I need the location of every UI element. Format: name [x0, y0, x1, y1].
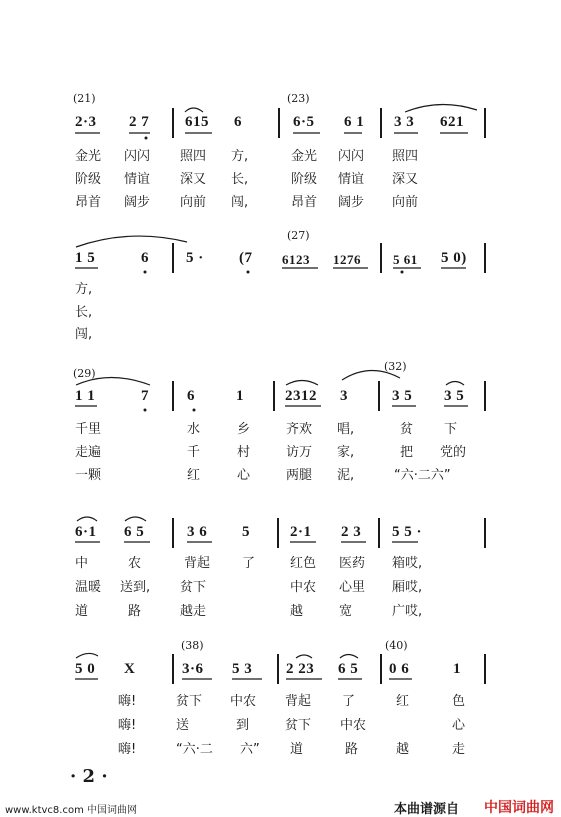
lyric: 党的: [440, 445, 467, 460]
note-group: 5 3: [232, 661, 253, 677]
lyric: 走遍: [75, 445, 102, 460]
lyric: 长,: [75, 305, 93, 320]
footer-site-left: www.ktvc8.com 中国词曲网: [5, 805, 138, 816]
bar-line: [378, 518, 380, 548]
lyric: 了: [242, 556, 256, 571]
lyric: 广哎,: [392, 604, 423, 619]
bar-line: [378, 381, 380, 411]
lyric: 背起: [285, 694, 312, 709]
lyric: 心里: [339, 580, 366, 595]
lyric: 泥,: [337, 468, 355, 483]
note-group: 2 23: [286, 661, 315, 677]
note-group: 5 61: [393, 252, 418, 267]
note-group: X: [124, 661, 136, 677]
note-group: 2312: [285, 388, 317, 404]
bar-line: [172, 108, 174, 138]
lyric: “六·二: [176, 742, 213, 757]
note-group: 2 7: [129, 114, 150, 130]
lyric: 千: [187, 445, 201, 460]
lyric: 照四: [180, 149, 207, 164]
page-number: · 2 ·: [70, 766, 108, 787]
lyric: 齐欢: [286, 422, 313, 437]
note-group: 6 5: [338, 661, 359, 677]
note-group: 6 5: [124, 524, 145, 540]
bar-line: [484, 518, 486, 548]
note-group: 5 0: [75, 661, 96, 677]
note-group: 6 1: [344, 114, 365, 130]
lyric: 嗨!: [118, 718, 137, 733]
lyric: 心: [237, 468, 251, 483]
lyric: 闪闪: [124, 149, 151, 164]
measure-marker: (21): [73, 92, 96, 105]
note-group: 1: [236, 388, 244, 404]
note-group: 621: [440, 114, 464, 130]
lyric: 中农: [290, 580, 317, 595]
lyric: 访万: [286, 445, 313, 460]
lyric: 中农: [230, 694, 257, 709]
note-group: 1 5: [75, 250, 96, 266]
lyric: 金光: [75, 149, 102, 164]
lyric: 宽: [339, 604, 353, 619]
lyric: 情谊: [338, 172, 365, 187]
lyric: 闯,: [231, 195, 249, 210]
note-group: 6: [141, 250, 149, 266]
lyric: 下: [444, 422, 458, 437]
lyric: 两腿: [286, 468, 313, 483]
lyric: 闪闪: [338, 149, 365, 164]
lyric: 情谊: [124, 172, 151, 187]
bar-line: [172, 381, 174, 411]
note-group: 1: [453, 661, 461, 677]
lyric: 红: [187, 468, 201, 483]
lyric: 照四: [392, 149, 419, 164]
lyric: 一颗: [75, 468, 102, 483]
lyric: 金光: [291, 149, 318, 164]
lyric: 心: [452, 718, 466, 733]
lyric: 阔步: [124, 195, 151, 210]
measure-marker: (29): [73, 367, 96, 380]
note-group: 2·1: [290, 524, 312, 540]
lyric: 背起: [184, 556, 211, 571]
lyric: 厢哎,: [392, 580, 423, 595]
lyric: 中: [75, 556, 89, 571]
lyric: 深又: [392, 172, 419, 187]
note-group: 3 5: [392, 388, 413, 404]
lyric: 送到,: [120, 580, 151, 595]
note-group: 3 3: [394, 114, 415, 130]
bar-line: [484, 243, 486, 273]
lyric: 中农: [340, 718, 367, 733]
lyric: 越: [396, 742, 410, 757]
lyric: “六·二六”: [394, 468, 451, 483]
note-group: 3 6: [187, 524, 208, 540]
lyric: 路: [345, 742, 359, 757]
lyric: 走: [452, 742, 466, 757]
measure-marker: (40): [385, 639, 408, 652]
note-group: 5: [242, 524, 250, 540]
lyric: 深又: [180, 172, 207, 187]
note-group: 6123: [282, 252, 310, 267]
lyric: 向前: [180, 195, 207, 210]
lyric: 把: [400, 445, 414, 460]
bar-line: [273, 381, 275, 411]
lyric: 了: [342, 694, 356, 709]
lyric: 向前: [392, 195, 419, 210]
note-group: 6: [187, 388, 195, 404]
lyric: 昂首: [75, 195, 102, 210]
lyric: 千里: [75, 422, 102, 437]
lyric: 路: [128, 604, 142, 619]
lyric: 嗨!: [118, 742, 137, 757]
note-group: 6·5: [293, 114, 315, 130]
bar-line: [380, 654, 382, 684]
bar-line: [484, 108, 486, 138]
lyric: 红: [396, 694, 410, 709]
lyric: 道: [290, 742, 304, 757]
note-group: 615: [185, 114, 209, 130]
lyric: 乡: [237, 422, 251, 437]
lyric: 昂首: [291, 195, 318, 210]
note-group: 3 5: [444, 388, 465, 404]
lyric: 农: [128, 556, 142, 571]
lyric: 送: [176, 718, 190, 733]
note-group: 1276: [333, 252, 361, 267]
lyric: 箱哎,: [392, 556, 423, 571]
bar-line: [277, 518, 279, 548]
lyric: 村: [237, 445, 251, 460]
bar-line: [172, 243, 174, 273]
lyric: 医药: [339, 556, 366, 571]
bar-line: [380, 243, 382, 273]
note-group: 2·3: [75, 114, 97, 130]
bar-line: [172, 518, 174, 548]
lyric: 阶级: [75, 172, 102, 187]
lyric: 贫下: [176, 694, 203, 709]
measure-marker: (27): [287, 229, 310, 242]
lyric: 贫下: [180, 580, 207, 595]
measure-marker: (38): [181, 639, 204, 652]
note-group: 3: [340, 388, 348, 404]
bar-line: [484, 654, 486, 684]
lyric: 温暖: [75, 580, 102, 595]
note-group: 5 ·: [186, 250, 204, 266]
bar-line: [484, 381, 486, 411]
bar-line: [380, 108, 382, 138]
lyric: 阔步: [338, 195, 365, 210]
lyric: 道: [75, 604, 89, 619]
lyric: 方,: [75, 282, 93, 297]
footer-source-site: 中国词曲网: [484, 800, 554, 816]
note-group: 2 3: [341, 524, 362, 540]
lyric: 嗨!: [118, 694, 137, 709]
note-group: 3·6: [182, 661, 204, 677]
lyric: 长,: [231, 172, 249, 187]
footer-source-label: 本曲谱源自: [394, 802, 460, 817]
lyric: 红色: [290, 556, 317, 571]
note-group: 5 5 ·: [392, 524, 423, 540]
note-group: (7: [239, 250, 253, 266]
lyric: 色: [452, 694, 466, 709]
lyric: 越: [290, 604, 304, 619]
note-group: 0 6: [389, 661, 410, 677]
lyric: 方,: [231, 149, 249, 164]
lyric: 六”: [240, 742, 260, 757]
bar-line: [278, 108, 280, 138]
lyric: 阶级: [291, 172, 318, 187]
bar-line: [277, 654, 279, 684]
note-group: 7: [141, 388, 149, 404]
note-group: 1 1: [75, 388, 96, 404]
measure-marker: (32): [384, 360, 407, 373]
lyric: 水: [187, 422, 201, 437]
note-group: 6: [234, 114, 242, 130]
lyric: 唱,: [337, 422, 355, 437]
lyric: 贫: [400, 422, 414, 437]
lyric: 贫下: [285, 718, 312, 733]
bar-line: [172, 654, 174, 684]
lyric: 到: [236, 718, 250, 733]
lyric: 家,: [337, 445, 355, 460]
measure-marker: (23): [287, 92, 310, 105]
note-group: 6·1: [75, 524, 97, 540]
note-group: 5 0): [441, 250, 467, 266]
lyric: 越走: [180, 604, 207, 619]
lyric: 闯,: [75, 327, 93, 342]
